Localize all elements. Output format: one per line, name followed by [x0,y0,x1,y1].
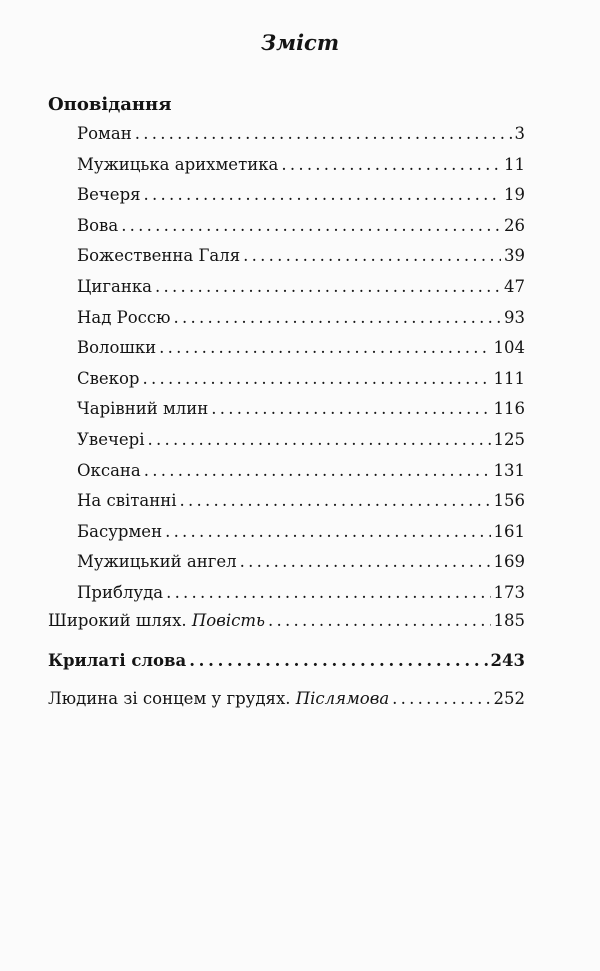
toc-entry-label: Вечеря [77,185,141,205]
toc-entry [77,308,525,332]
leader-dots [268,611,491,630]
toc-entry [77,277,525,301]
toc-entry [77,399,525,423]
toc-entry-page: 104 [493,338,525,358]
toc-entry-label: Оксана [77,460,141,480]
toc-entry-label-italic: Повість [191,611,265,630]
toc-entry-page: 116 [493,399,525,419]
toc-entry-label: Крилаті слова [48,651,187,670]
toc-entry-page: 243 [490,651,525,670]
toc-entry-page: 39 [504,246,525,266]
leader-dots [243,246,501,265]
leader-dots [148,430,491,449]
toc-entry-label: На світанні [77,491,177,511]
toc-entry-page: 185 [493,611,525,630]
leader-dots [392,689,490,708]
toc-entry-page: 19 [504,185,525,205]
leader-dots [166,583,490,602]
toc-entry-label: Людина зі сонцем у грудях. [48,689,291,708]
leader-dots [155,277,501,296]
toc-entry [77,491,525,515]
toc-entry [77,246,525,270]
page-title: Зміст [260,30,340,55]
toc-entry-label: Мужицький ангел [77,552,237,572]
toc-entry-label: Басурмен [77,521,163,541]
leader-dots [143,369,491,388]
toc-entry-label: Волошки [77,338,157,358]
toc-entry-page: 161 [493,521,525,541]
toc-entry-label: Божественна Галя [77,246,241,266]
toc-entry [77,552,525,576]
toc-entry-label: Вова [77,215,119,235]
leader-dots [144,461,491,480]
toc-entry-label: Чарівний млин [77,399,209,419]
toc-entry [77,155,525,179]
section-heading: Оповідання [48,94,172,115]
toc-entry-page: 26 [504,215,525,235]
toc-entry-page: 11 [504,154,525,174]
toc-entry-page: 169 [493,552,525,572]
toc-entry-page: 93 [504,307,525,327]
toc-entry-page: 125 [493,430,525,449]
toc-entry-label: Широкий шлях. [48,611,187,630]
leader-dots [211,399,490,418]
leader-dots [281,155,501,174]
toc-entry [77,430,525,454]
leader-dots [180,491,491,510]
toc-entry [77,461,525,485]
toc-entry-page: 173 [493,583,525,602]
toc-entry [77,522,525,546]
toc-entry [77,338,525,362]
toc-entry-page: 3 [514,124,525,143]
leader-dots [189,651,487,670]
toc-entry-page: 111 [493,368,525,388]
toc-entry-novel [48,611,525,635]
toc-entry-label: Приблуда [77,583,164,602]
toc-entry [77,369,525,393]
toc-entry-winged-words [48,651,525,675]
toc-entry-page: 47 [504,277,525,296]
toc-entry-page: 156 [493,491,525,511]
toc-entry-page: 131 [493,460,525,480]
toc-entry-label: Свекор [77,368,140,388]
leader-dots [121,216,501,235]
toc-entry-label: Увечері [77,430,145,449]
toc-entry-label: Роман [77,124,132,143]
leader-dots [135,124,512,143]
leader-dots [144,185,501,204]
toc-entry-page: 252 [493,689,525,708]
toc-entry [77,216,525,240]
toc-entry-label-italic: Післямова [295,689,390,708]
leader-dots [240,552,491,571]
toc-entry [77,185,525,209]
toc-entry [77,583,525,607]
toc-entry-label: Циганка [77,277,153,296]
leader-dots [159,338,490,357]
toc-entry [77,124,525,148]
leader-dots [165,522,490,541]
leader-dots [174,308,501,327]
toc-entry-afterword [48,689,525,713]
toc-entry-label: Мужицька арихметика [77,154,279,174]
toc-entry-label: Над Россю [77,307,171,327]
